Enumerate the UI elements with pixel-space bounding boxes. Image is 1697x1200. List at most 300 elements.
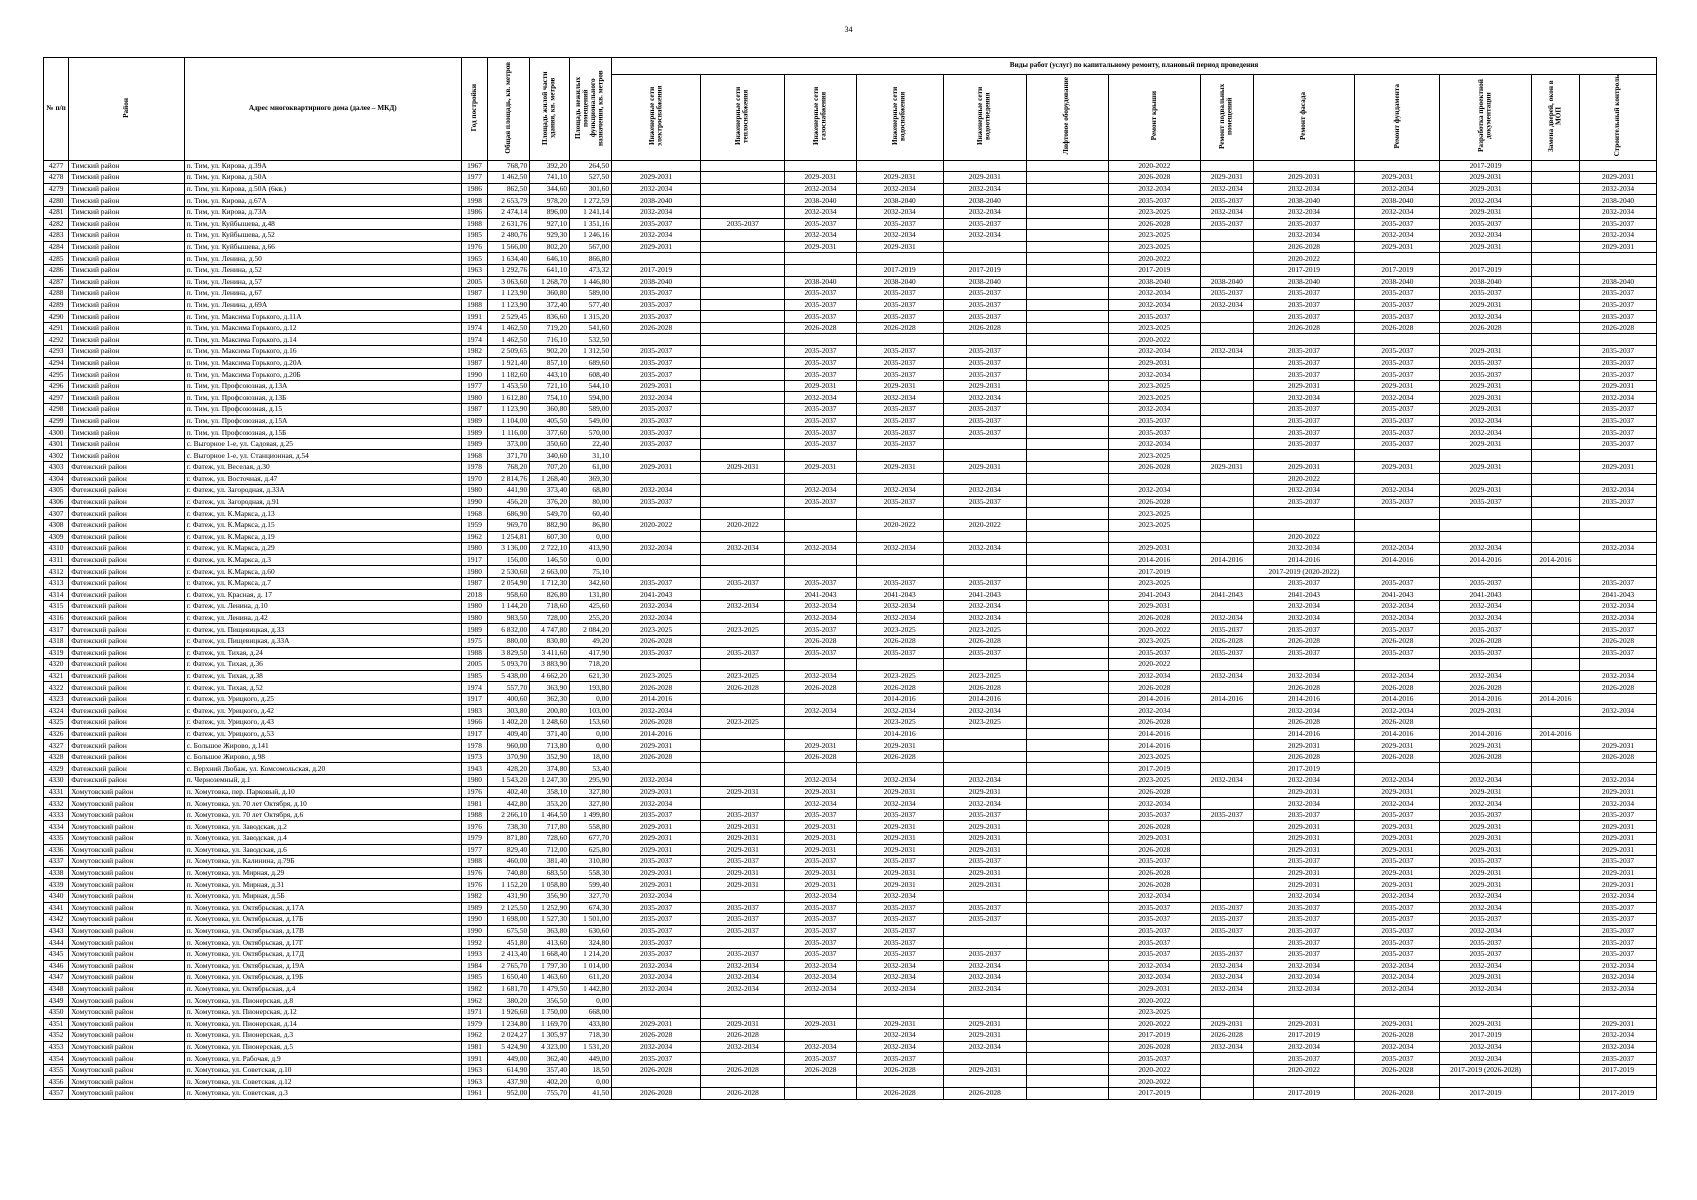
cell-work-period [1026,635,1108,647]
cell-work-period: 2026-2028 [1253,322,1355,334]
cell-work-period: 2029-2031 [785,380,856,392]
cell-nonres-area: 625,80 [570,844,612,856]
cell-work-period: 2035-2037 [612,496,701,508]
cell-work-period: 2029-2031 [856,172,943,184]
cell-year: 1989 [461,427,487,439]
cell-work-period: 2032-2034 [1580,543,1657,555]
cell-work-period [1355,519,1440,531]
cell-work-period: 2035-2037 [943,346,1026,358]
cell-work-period: 2017-2019 [1108,763,1200,775]
cell-work-period: 2035-2037 [1440,288,1531,300]
cell-year: 1976 [461,867,487,879]
cell-total-area: 686,90 [488,508,530,520]
cell-work-period [1531,682,1579,694]
cell-year: 1990 [461,925,487,937]
cell-work-period [1201,450,1254,462]
cell-work-period [1026,740,1108,752]
cell-year: 1978 [461,462,487,474]
header-work-type: Строительный контроль [1580,75,1657,161]
table-row [44,670,1657,682]
cell-work-period [1201,473,1254,485]
header-num: № п/п [44,58,69,161]
cell-total-area: 952,00 [488,1088,530,1100]
cell-work-period [1026,427,1108,439]
cell-work-period: 2032-2034 [1580,485,1657,497]
cell-work-period [1580,473,1657,485]
cell-work-period: 2032-2034 [1253,890,1355,902]
cell-work-period: 2026-2028 [856,751,943,763]
cell-num: 4354 [44,1053,69,1065]
cell-work-period [1026,311,1108,323]
cell-living-area: 350,60 [530,438,570,450]
cell-living-area: 1 058,80 [530,879,570,891]
cell-work-period: 2032-2034 [856,183,943,195]
cell-address: п. Тим, ул. Кирова, д.50А (6кв.) [184,183,461,195]
header-work-type: Разработка проектной документации [1440,75,1531,161]
cell-work-period: 2032-2034 [1355,543,1440,555]
cell-year: 1987 [461,404,487,416]
cell-work-period: 2029-2031 [1355,241,1440,253]
cell-work-period: 2026-2028 [1355,682,1440,694]
cell-work-period [1201,334,1254,346]
cell-work-period: 2032-2034 [785,960,856,972]
cell-year: 1977 [461,380,487,392]
cell-work-period: 2029-2031 [1253,786,1355,798]
cell-work-period [1026,346,1108,358]
cell-work-period: 2029-2031 [856,867,943,879]
table-row [44,462,1657,474]
cell-work-period: 2035-2037 [612,415,701,427]
capital-repair-table [43,57,1657,1100]
table-row [44,879,1657,891]
cell-work-period: 2026-2028 [1355,322,1440,334]
cell-num: 4309 [44,531,69,543]
cell-work-period [785,763,856,775]
cell-year: 1980 [461,601,487,613]
cell-work-period: 2029-2031 [943,462,1026,474]
cell-year: 1977 [461,172,487,184]
cell-year: 1962 [461,995,487,1007]
cell-living-area: 978,20 [530,195,570,207]
cell-work-period [1531,786,1579,798]
cell-work-period: 2032-2034 [1440,230,1531,242]
cell-work-period: 2029-2031 [943,1064,1026,1076]
cell-work-period: 2035-2037 [612,647,701,659]
cell-work-period: 2026-2028 [785,1064,856,1076]
cell-total-area: 768,20 [488,462,530,474]
cell-work-period: 2032-2034 [1355,601,1440,613]
cell-work-period [1201,415,1254,427]
cell-year: 1974 [461,322,487,334]
cell-work-period: 2026-2028 [612,682,701,694]
cell-work-period: 2041-2043 [1440,589,1531,601]
cell-work-period: 2032-2034 [1253,230,1355,242]
cell-living-area: 402,20 [530,1076,570,1088]
cell-total-area: 2 765,70 [488,960,530,972]
table-row [44,763,1657,775]
cell-work-period [1026,172,1108,184]
cell-work-period [1531,264,1579,276]
cell-work-period [701,369,785,381]
cell-num: 4290 [44,311,69,323]
cell-nonres-area: 630,60 [570,925,612,937]
cell-num: 4339 [44,879,69,891]
table-row [44,937,1657,949]
cell-work-period: 2035-2037 [1580,902,1657,914]
cell-district: Хомутовский район [69,844,185,856]
cell-work-period: 2017-2019 [1253,264,1355,276]
cell-work-period: 2032-2034 [1355,670,1440,682]
cell-work-period [701,322,785,334]
cell-work-period [1531,798,1579,810]
table-row [44,334,1657,346]
cell-work-period: 2035-2037 [1253,496,1355,508]
cell-work-period [785,253,856,265]
cell-work-period: 2026-2028 [1108,612,1200,624]
cell-total-area: 1 698,00 [488,914,530,926]
cell-total-area: 3 136,00 [488,543,530,555]
cell-num: 4325 [44,717,69,729]
cell-nonres-area: 0,00 [570,740,612,752]
cell-work-period [785,1076,856,1088]
cell-work-period: 2029-2031 [785,1018,856,1030]
cell-work-period: 2035-2037 [612,1053,701,1065]
cell-address: с. Выгорное 1-е, ул. Садовая, д.25 [184,438,461,450]
cell-total-area: 1 123,90 [488,299,530,311]
cell-work-period: 2023-2025 [1108,241,1200,253]
cell-living-area: 362,30 [530,693,570,705]
cell-work-period [856,508,943,520]
cell-work-period: 2035-2037 [701,647,785,659]
cell-work-period: 2035-2037 [856,218,943,230]
cell-work-period: 2029-2031 [856,1018,943,1030]
cell-work-period: 2035-2037 [1440,647,1531,659]
cell-work-period: 2020-2022 [943,519,1026,531]
cell-total-area: 409,40 [488,728,530,740]
cell-work-period [785,531,856,543]
cell-work-period: 2029-2031 [856,844,943,856]
cell-work-period: 2026-2028 [856,1064,943,1076]
cell-work-period: 2020-2022 [1253,531,1355,543]
table-row [44,914,1657,926]
cell-work-period: 2029-2031 [612,241,701,253]
cell-num: 4291 [44,322,69,334]
cell-work-period [1026,705,1108,717]
cell-nonres-area: 608,40 [570,369,612,381]
cell-work-period: 2038-2040 [943,276,1026,288]
cell-num: 4280 [44,195,69,207]
cell-work-period [1531,218,1579,230]
cell-work-period [1201,531,1254,543]
cell-num: 4345 [44,948,69,960]
cell-work-period [943,728,1026,740]
cell-work-period: 2026-2028 [943,1088,1026,1100]
cell-work-period: 2014-2016 [856,693,943,705]
table-row [44,1041,1657,1053]
cell-work-period [1440,508,1531,520]
cell-work-period: 2035-2037 [1580,311,1657,323]
cell-num: 4328 [44,751,69,763]
cell-work-period [1531,948,1579,960]
cell-work-period [1531,415,1579,427]
cell-total-area: 441,90 [488,485,530,497]
cell-work-period [856,1076,943,1088]
cell-district: Фатежский район [69,635,185,647]
cell-work-period [1253,659,1355,671]
cell-work-period: 2032-2034 [1440,311,1531,323]
cell-work-period [1026,914,1108,926]
cell-work-period: 2029-2031 [943,786,1026,798]
cell-work-period: 2029-2031 [856,821,943,833]
cell-work-period: 2032-2034 [1355,798,1440,810]
cell-work-period: 2023-2025 [1108,577,1200,589]
cell-work-period [1201,751,1254,763]
cell-work-period: 2032-2034 [1253,983,1355,995]
cell-work-period: 2029-2031 [943,867,1026,879]
cell-work-period: 2029-2031 [856,833,943,845]
cell-work-period: 2023-2025 [1108,230,1200,242]
cell-work-period: 2035-2037 [785,914,856,926]
cell-living-area: 712,00 [530,844,570,856]
cell-work-period: 2032-2034 [785,972,856,984]
cell-work-period: 2029-2031 [943,821,1026,833]
cell-work-period [701,508,785,520]
cell-work-period: 2029-2031 [1355,172,1440,184]
cell-district: Фатежский район [69,485,185,497]
cell-work-period: 2032-2034 [1355,206,1440,218]
cell-work-period: 2041-2043 [1355,589,1440,601]
cell-year: 1962 [461,531,487,543]
cell-work-period [1531,879,1579,891]
cell-work-period: 2032-2034 [1201,1041,1254,1053]
table-row [44,276,1657,288]
cell-work-period [943,1076,1026,1088]
cell-year: 1988 [461,218,487,230]
cell-work-period [1531,1053,1579,1065]
table-row [44,809,1657,821]
cell-total-area: 862,50 [488,183,530,195]
cell-work-period: 2035-2037 [856,1053,943,1065]
cell-work-period [1201,1006,1254,1018]
cell-num: 4334 [44,821,69,833]
cell-work-period: 2029-2031 [785,172,856,184]
cell-work-period [1201,427,1254,439]
cell-num: 4316 [44,612,69,624]
cell-nonres-area: 1 014,00 [570,960,612,972]
header-work-type: Ремонт подвальных помещений [1201,75,1254,161]
cell-work-period: 2029-2031 [856,786,943,798]
cell-work-period [1531,183,1579,195]
cell-work-period: 2023-2025 [943,717,1026,729]
cell-work-period [1026,1041,1108,1053]
table-row [44,925,1657,937]
cell-work-period: 2038-2040 [612,195,701,207]
cell-work-period: 2029-2031 [1440,183,1531,195]
cell-district: Фатежский район [69,751,185,763]
table-row [44,508,1657,520]
cell-work-period: 2020-2022 [1253,1064,1355,1076]
cell-work-period [1531,1018,1579,1030]
cell-work-period: 2032-2034 [943,798,1026,810]
cell-year: 1981 [461,1041,487,1053]
cell-total-area: 1 144,20 [488,601,530,613]
cell-work-period: 2026-2028 [1253,751,1355,763]
cell-work-period: 2035-2037 [1253,427,1355,439]
cell-work-period [1026,566,1108,578]
cell-living-area: 360,80 [530,404,570,416]
cell-work-period [943,763,1026,775]
cell-total-area: 442,80 [488,798,530,810]
cell-living-area: 717,80 [530,821,570,833]
cell-work-period [785,659,856,671]
cell-work-period: 2035-2037 [943,496,1026,508]
cell-work-period [1026,693,1108,705]
header-work-type: Замена дверей, окон в МОП [1531,75,1579,161]
cell-work-period: 2029-2031 [1440,241,1531,253]
cell-work-period [856,334,943,346]
cell-work-period [856,253,943,265]
cell-address: г. Фатеж, ул. К.Маркса, д.15 [184,519,461,531]
cell-work-period [1355,531,1440,543]
cell-work-period: 2035-2037 [785,577,856,589]
cell-work-period: 2032-2034 [1580,601,1657,613]
cell-work-period: 2035-2037 [1253,902,1355,914]
cell-work-period: 2017-2019 [856,264,943,276]
cell-work-period [701,357,785,369]
cell-num: 4305 [44,485,69,497]
cell-work-period [785,160,856,172]
cell-work-period [1440,659,1531,671]
cell-living-area: 927,10 [530,218,570,230]
cell-address: п. Хомутовка, ул. Октябрьская, д.17Д [184,948,461,960]
cell-work-period: 2029-2031 [701,879,785,891]
header-work-type: Ремонт фундамента [1355,75,1440,161]
cell-work-period [1026,647,1108,659]
cell-work-period [856,763,943,775]
cell-nonres-area: 327,80 [570,786,612,798]
cell-nonres-area: 86,80 [570,519,612,531]
table-row [44,450,1657,462]
cell-work-period: 2029-2031 [1440,404,1531,416]
cell-address: п. Хомутовка, ул. Мирная, д.31 [184,879,461,891]
cell-nonres-area: 1 272,59 [570,195,612,207]
cell-work-period [1531,543,1579,555]
cell-work-period: 2026-2028 [856,682,943,694]
cell-work-period: 2032-2034 [1440,670,1531,682]
cell-work-period [785,334,856,346]
cell-work-period [1026,867,1108,879]
cell-district: Хомутовский район [69,995,185,1007]
cell-work-period [1026,357,1108,369]
cell-work-period: 2035-2037 [612,357,701,369]
cell-district: Фатежский район [69,531,185,543]
cell-work-period [1531,577,1579,589]
cell-address: п. Тим, ул. Профсоюзная, д.13Б [184,392,461,404]
cell-work-period: 2035-2037 [856,311,943,323]
cell-work-period: 2032-2034 [943,960,1026,972]
cell-work-period: 2017-2019 [1253,1030,1355,1042]
cell-work-period: 2032-2034 [943,485,1026,497]
cell-work-period: 2035-2037 [1108,311,1200,323]
cell-work-period [612,473,701,485]
cell-work-period: 2029-2031 [1108,601,1200,613]
cell-work-period: 2029-2031 [1253,844,1355,856]
cell-work-period: 2029-2031 [1440,462,1531,474]
cell-work-period [1201,833,1254,845]
cell-work-period [1026,554,1108,566]
cell-work-period: 2029-2031 [1253,740,1355,752]
cell-year: 2018 [461,589,487,601]
cell-work-period: 2020-2022 [1108,160,1200,172]
cell-work-period: 2035-2037 [1355,346,1440,358]
cell-work-period [1440,519,1531,531]
cell-work-period: 2041-2043 [1580,589,1657,601]
cell-work-period [1440,531,1531,543]
cell-work-period: 2035-2037 [1108,1053,1200,1065]
cell-nonres-area: 668,00 [570,1006,612,1018]
cell-work-period [612,531,701,543]
cell-work-period: 2029-2031 [1580,172,1657,184]
cell-work-period: 2032-2034 [1253,960,1355,972]
cell-work-period: 2029-2031 [785,821,856,833]
cell-work-period: 2029-2031 [701,821,785,833]
cell-work-period [612,554,701,566]
cell-total-area: 2 266,10 [488,809,530,821]
cell-work-period: 2014-2016 [1201,554,1254,566]
cell-work-period: 2032-2034 [1355,1041,1440,1053]
cell-work-period: 2026-2028 [612,322,701,334]
table-row [44,751,1657,763]
cell-work-period: 2029-2031 [1253,462,1355,474]
cell-work-period [1531,369,1579,381]
cell-work-period: 2029-2031 [612,786,701,798]
cell-work-period [1026,589,1108,601]
header-work-type: Инженерные сети газоснабжения [785,75,856,161]
cell-work-period: 2029-2031 [1580,462,1657,474]
cell-work-period: 2032-2034 [943,206,1026,218]
cell-living-area: 352,90 [530,751,570,763]
cell-work-period: 2032-2034 [1440,1041,1531,1053]
cell-num: 4351 [44,1018,69,1030]
cell-num: 4282 [44,218,69,230]
cell-work-period [1531,844,1579,856]
cell-work-period: 2035-2037 [1253,218,1355,230]
cell-num: 4281 [44,206,69,218]
cell-work-period [1531,230,1579,242]
cell-work-period [1026,392,1108,404]
cell-work-period [1201,577,1254,589]
cell-work-period: 2032-2034 [943,183,1026,195]
cell-living-area: 857,10 [530,357,570,369]
cell-work-period [1355,566,1440,578]
cell-living-area: 360,80 [530,288,570,300]
cell-work-period: 2035-2037 [1108,948,1200,960]
cell-work-period: 2026-2028 [1355,751,1440,763]
cell-work-period: 2029-2031 [1440,972,1531,984]
cell-total-area: 1 292,76 [488,264,530,276]
cell-living-area: 4 747,80 [530,624,570,636]
cell-year: 1979 [461,833,487,845]
table-row [44,253,1657,265]
cell-work-period: 2014-2016 [1355,728,1440,740]
cell-work-period [701,241,785,253]
cell-work-period: 2032-2034 [856,601,943,613]
cell-nonres-area: 41,50 [570,1088,612,1100]
cell-work-period: 2032-2034 [701,983,785,995]
cell-nonres-area: 527,50 [570,172,612,184]
table-row [44,798,1657,810]
table-row [44,577,1657,589]
